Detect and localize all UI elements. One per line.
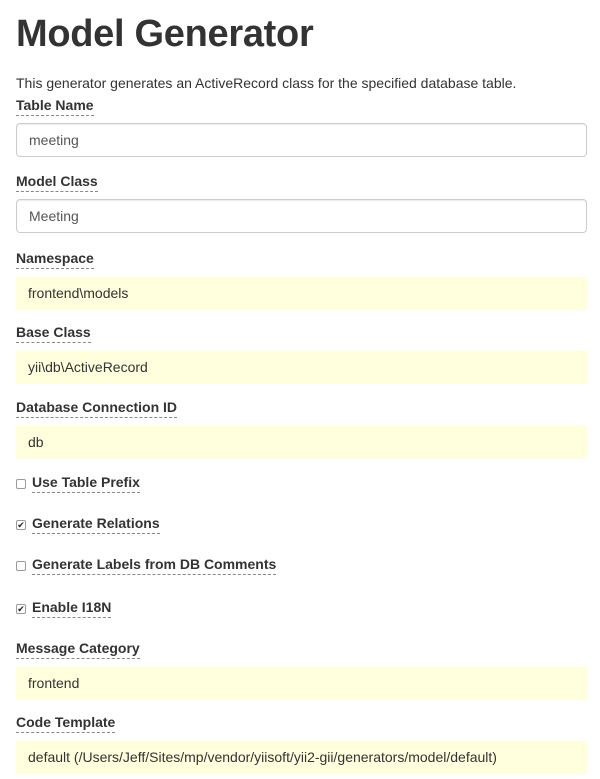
table-name-input[interactable]: meeting xyxy=(16,123,587,157)
use-table-prefix-label[interactable]: Use Table Prefix xyxy=(32,474,140,493)
checkbox-unchecked-icon[interactable] xyxy=(16,479,26,489)
model-class-group xyxy=(16,173,587,233)
model-generator-form xyxy=(0,0,600,91)
page-title: Model Generator xyxy=(16,13,314,55)
enable-i18n-row[interactable] xyxy=(16,599,111,618)
db-connection-sticky-value[interactable]: db xyxy=(16,426,587,459)
checkbox-unchecked-icon[interactable] xyxy=(16,561,26,571)
generate-labels-label[interactable]: Generate Labels from DB Comments xyxy=(32,556,276,575)
use-table-prefix-row[interactable] xyxy=(16,474,140,493)
base-class-group xyxy=(16,324,587,384)
message-category-label: Message Category xyxy=(16,640,140,659)
message-category-sticky-value[interactable]: frontend xyxy=(16,667,587,700)
page-description: This generator generates an ActiveRecord class for the specified database table. xyxy=(16,75,517,91)
enable-i18n-label[interactable]: Enable I18N xyxy=(32,599,111,618)
generate-relations-row[interactable] xyxy=(16,515,160,534)
code-template-group xyxy=(16,714,587,774)
db-connection-label: Database Connection ID xyxy=(16,399,177,418)
namespace-label: Namespace xyxy=(16,250,94,269)
generate-relations-label[interactable]: Generate Relations xyxy=(32,515,160,534)
code-template-label: Code Template xyxy=(16,714,115,733)
namespace-group xyxy=(16,250,587,310)
db-connection-group xyxy=(16,399,587,459)
model-class-input[interactable]: Meeting xyxy=(16,199,587,233)
namespace-sticky-value[interactable]: frontend\models xyxy=(16,277,587,310)
message-category-group xyxy=(16,640,587,700)
table-name-group xyxy=(16,97,587,157)
generate-labels-row[interactable] xyxy=(16,556,276,575)
table-name-label: Table Name xyxy=(16,97,94,116)
checkbox-checked-icon[interactable]: ✔ xyxy=(17,603,25,614)
base-class-sticky-value[interactable]: yii\db\ActiveRecord xyxy=(16,351,587,384)
model-class-label: Model Class xyxy=(16,173,98,192)
base-class-label: Base Class xyxy=(16,324,91,343)
code-template-sticky-value[interactable]: default (/Users/Jeff/Sites/mp/vendor/yiisoft/yii2-gii/generators/model/default) xyxy=(16,741,587,774)
checkbox-checked-icon[interactable]: ✔ xyxy=(17,519,25,530)
